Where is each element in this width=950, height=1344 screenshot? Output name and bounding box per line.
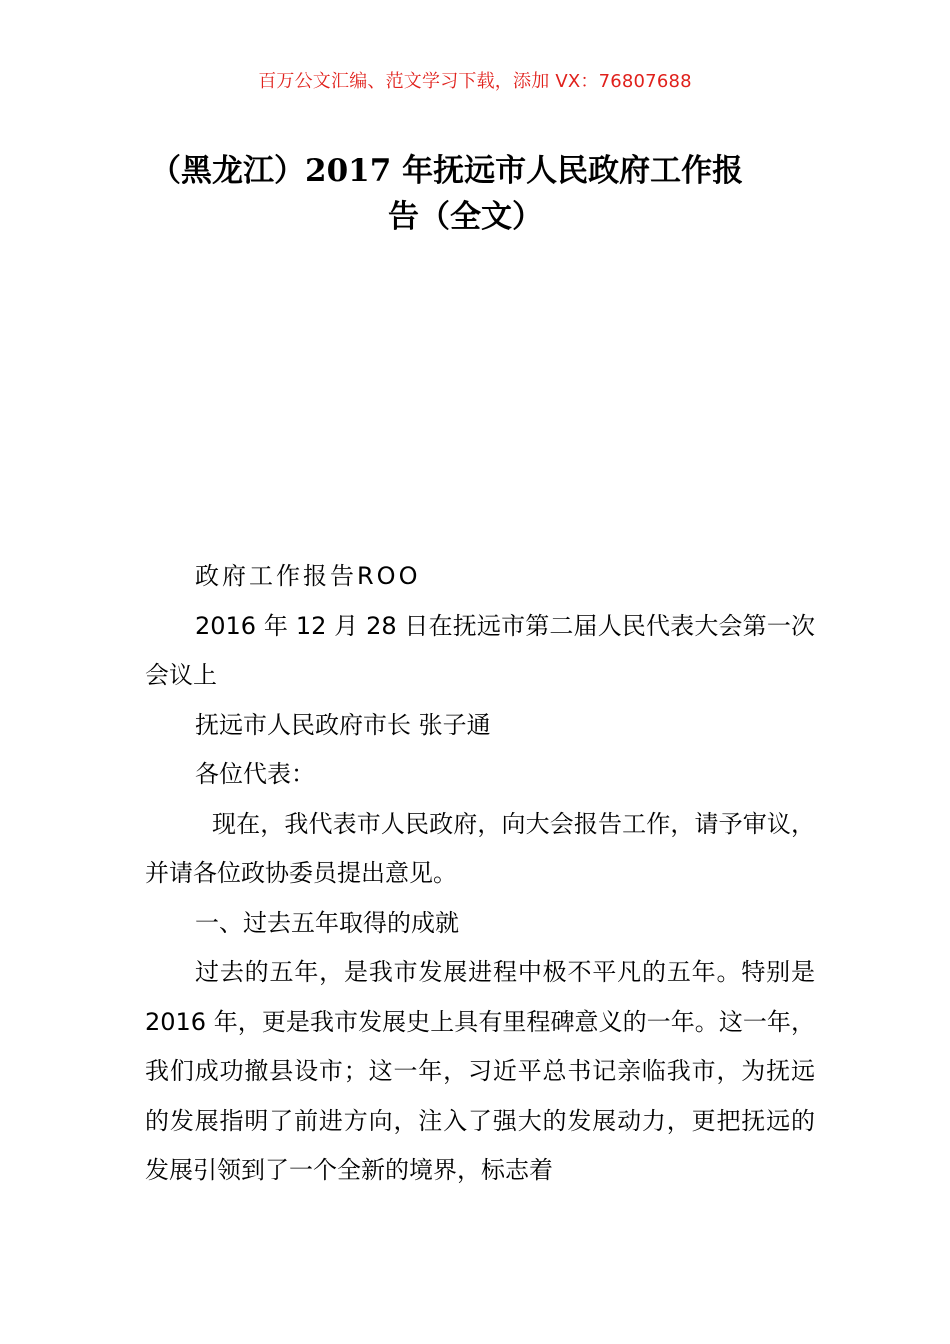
achievements-paragraph: 过去的五年，是我市发展进程中极不平凡的五年。特别是 2016 年，更是我市发展史上具有里程碑意义的一年。这一年，我们成功撤县设市；这一年，习近平总书记亲临我市，为抚远的发展指明了前进方向，注入了强大的发展动力，更把抚远的发展引领到了一个全新的境界，标志着 — [145, 958, 815, 1184]
document-title-line-1: （黑龙江）2017 年抚远市人民政府工作报 — [150, 153, 744, 189]
document-body — [145, 552, 815, 1196]
speaker-line: 抚远市人民政府市长 张子通 — [195, 710, 491, 739]
meeting-date-line: 2016 年 12 月 28 日在抚远市第二届人民代表大会第一次会议上 — [145, 611, 815, 689]
header-promo-note: 百万公文汇编、范文学习下载，添加 VX：76807688 — [258, 71, 692, 92]
intro-paragraph: 现在，我代表市人民政府，向大会报告工作，请予审议，并请各位政协委员提出意见。 — [145, 809, 815, 887]
document-title — [150, 148, 815, 240]
document-title-line-2: 告（全文） — [388, 199, 543, 235]
salutation: 各位代表： — [195, 760, 315, 788]
report-heading: 政府工作报告ROO — [195, 562, 421, 590]
section-heading-achievements: 一、过去五年取得的成就 — [195, 908, 459, 937]
